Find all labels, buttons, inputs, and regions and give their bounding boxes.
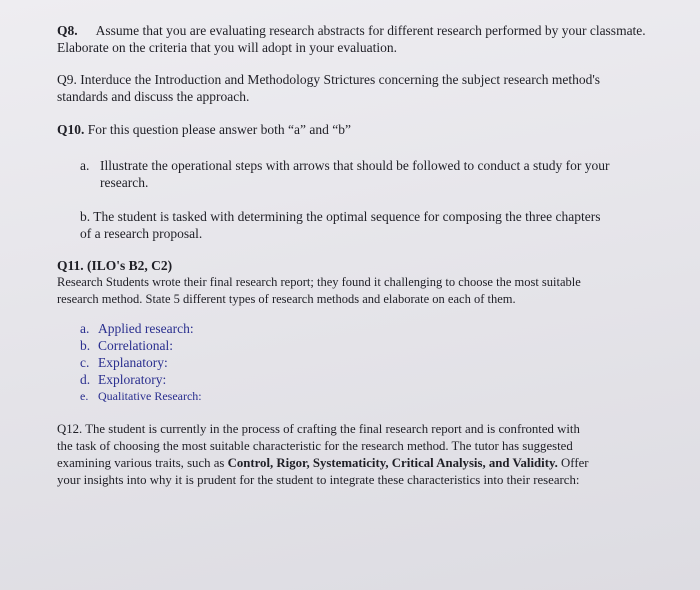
list-item — [80, 354, 380, 371]
list-item-marker: d. — [80, 372, 91, 387]
list-item-marker: b. — [80, 338, 91, 353]
question-8-text-line1: Assume that you are evaluating research abstracts for different research performed by your classmate. — [95, 23, 646, 38]
question-11-line2: research method. State 5 different types of research methods and elaborate on each of them. — [57, 292, 516, 306]
question-8-text-line2: Elaborate on the criteria that you will adopt in your evaluation. — [57, 40, 398, 55]
question-12-line2: the task of choosing the most suitable characteristic for the research method. The tutor has suggested — [57, 439, 573, 453]
question-12-line3-post: Offer — [557, 456, 589, 470]
list-item — [80, 320, 380, 337]
question-12-line3-bold: Control, Rigor, Systematicity, Critical Analysis, and Validity. — [227, 456, 558, 470]
list-item-marker: c. — [80, 355, 90, 370]
question-9 — [57, 71, 657, 105]
question-10-part-b — [80, 208, 680, 242]
question-10-part-a — [80, 157, 680, 191]
question-10-label: Q10. — [57, 122, 85, 137]
question-12-line4: your insights into why it is prudent for the student to integrate these characteristics into their research: — [57, 473, 580, 487]
question-10-part-b-line2: of a research proposal. — [80, 226, 203, 241]
question-10 — [57, 121, 657, 138]
list-item-label: Correlational: — [98, 338, 173, 353]
question-8-label: Q8. — [57, 23, 78, 38]
question-10-text: For this question please answer both “a” and “b” — [87, 122, 351, 137]
question-9-line2: standards and discuss the approach. — [57, 89, 250, 104]
question-12-line1: Q12. The student is currently in the process of crafting the final research report and is confronted with — [57, 422, 580, 436]
question-11-line1: Research Students wrote their final research report; they found it challenging to choose the most suitable — [57, 275, 581, 289]
question-8 — [57, 22, 697, 56]
question-10-part-a-line2: research. — [100, 175, 149, 190]
list-item-marker: e. — [80, 389, 89, 403]
question-11 — [57, 257, 677, 308]
question-12 — [57, 421, 697, 489]
question-10-part-a-marker: a. — [80, 158, 90, 173]
list-item — [80, 337, 380, 354]
research-methods-list — [80, 320, 380, 405]
list-item-label: Exploratory: — [98, 372, 167, 387]
question-11-title: Q11. (ILO's B2, C2) — [57, 258, 173, 273]
list-item — [80, 371, 380, 388]
list-item-label: Qualitative Research: — [98, 389, 202, 403]
list-item-label: Applied research: — [98, 321, 194, 336]
question-12-line3-pre: examining various traits, such as — [57, 456, 228, 470]
list-item-label: Explanatory: — [98, 355, 168, 370]
list-item — [80, 388, 380, 405]
question-10-part-b-line1: b. The student is tasked with determining the optimal sequence for composing the three chapters — [80, 209, 601, 224]
question-9-line1: Q9. Interduce the Introduction and Methodology Strictures concerning the subject research method's — [57, 72, 601, 87]
list-item-marker: a. — [80, 321, 90, 336]
question-10-part-a-line1: Illustrate the operational steps with arrows that should be followed to conduct a study for your — [100, 158, 610, 173]
